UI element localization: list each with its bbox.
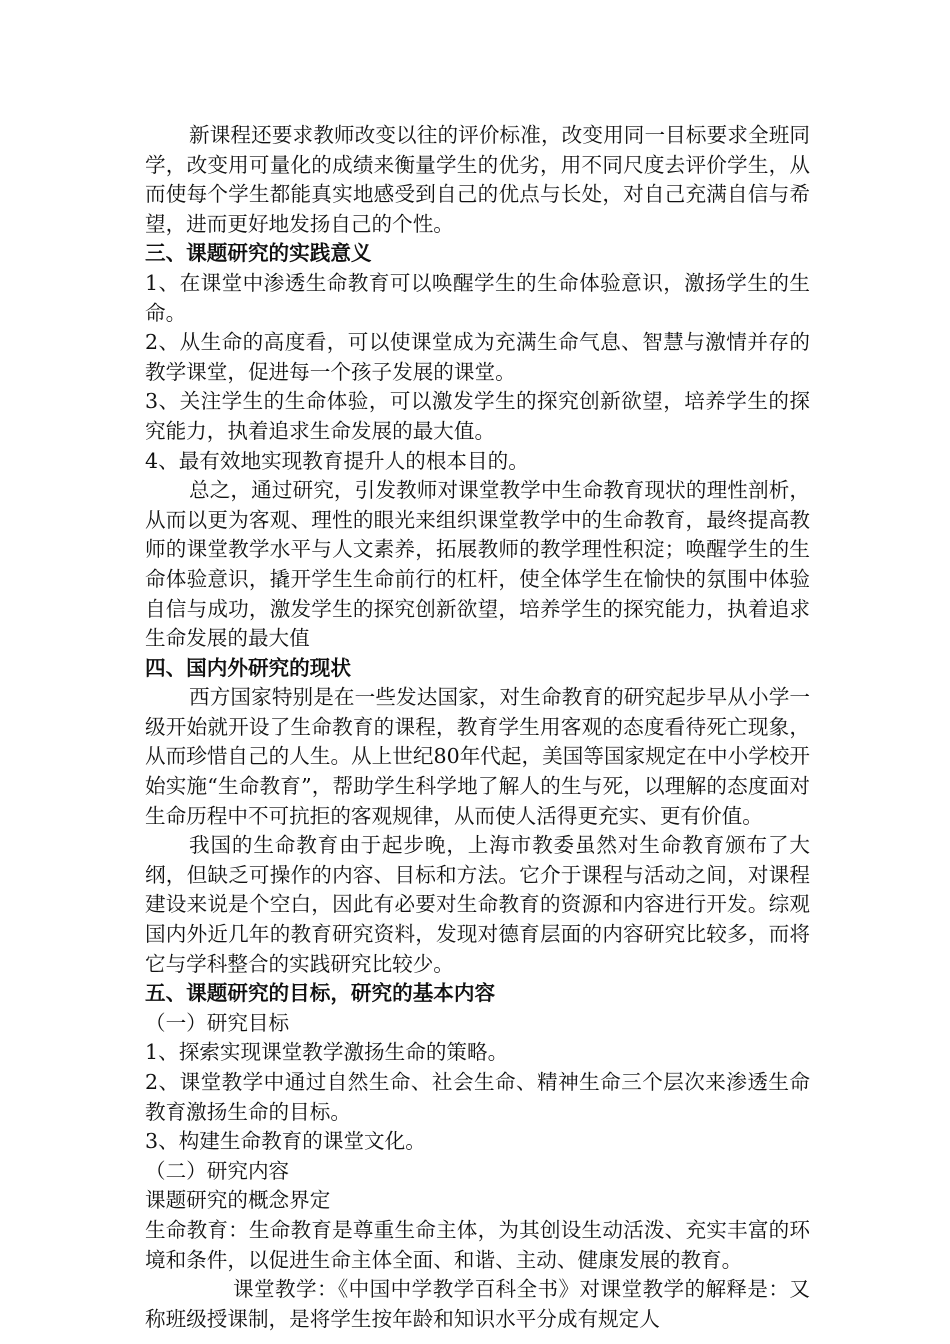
list-item-significance-2: 2、从生命的高度看，可以使课堂成为充满生命气息、智慧与激情并存的教学课堂，促进每一个孩子发展的课堂。 — [145, 330, 810, 384]
paragraph-summary: 总之，通过研究，引发教师对课堂教学中生命教育现状的理性剖析，从而以更为客观、理性的眼光来组织课堂教学中的生命教育，最终提高教师的课堂教学水平与人文素养，拓展教师的教学理性积淀；唤醒学生的生命体验意识，撬开学生生命前行的杠杆，使全体学生在愉快的氛围中体验自信与成功，激发学生的探究创新欲望，培养学生的探究能力，执着追求生命发展的最大值 — [145, 478, 810, 651]
list-item-goal-1: 1、探索实现课堂教学激扬生命的策略。 — [145, 1040, 509, 1065]
paragraph-western-research: 西方国家特别是在一些发达国家，对生命教育的研究起步早从小学一级开始就开设了生命教育的课程，教育学生用客观的态度看待死亡现象，从而珍惜自己的人生。从上世纪80年代起，美国等国家规定在中小学校开始实施“生命教育”，帮助学生科学地了解人的生与死，以理解的态度面对生命历程中不可抗拒的客观规律，从而使人活得更充实、更有价值。 — [145, 685, 810, 828]
section-heading-goals-content: 五、课题研究的目标，研究的基本内容 — [145, 981, 496, 1006]
section-heading-research-status: 四、国内外研究的现状 — [145, 655, 351, 680]
document-page — [145, 121, 810, 1334]
concept-definition-label: 课题研究的概念界定 — [145, 1188, 331, 1213]
definition-life-education: 生命教育：生命教育是尊重生命主体，为其创设生动活泼、充实丰富的环境和条件，以促进生命主体全面、和谐、主动、健康发展的教育。 — [145, 1217, 810, 1272]
list-item-goal-2: 2、课堂教学中通过自然生命、社会生命、精神生命三个层次来渗透生命教育激扬生命的目标。 — [145, 1070, 810, 1124]
list-item-goal-3: 3、构建生命教育的课堂文化。 — [145, 1129, 426, 1154]
list-item-significance-1: 1、在课堂中渗透生命教育可以唤醒学生的生命体验意识，激扬学生的生命。 — [145, 270, 810, 325]
subheading-research-goals: （一）研究目标 — [145, 1010, 290, 1035]
list-item-significance-4: 4、最有效地实现教育提升人的根本目的。 — [145, 448, 529, 473]
definition-classroom-teaching: 课堂教学：《中国中学教学百科全书》对课堂教学的解释是：又称班级授课制，是将学生按年龄和知识水平分成有规定人 — [145, 1277, 810, 1331]
paragraph-domestic-research: 我国的生命教育由于起步晚，上海市教委虽然对生命教育颁布了大纲，但缺乏可操作的内容、目标和方法。它介于课程与活动之间，对课程建设来说是个空白，因此有必要对生命教育的资源和内容进行开发。综观国内外近几年的教育研究资料，发现对德育层面的内容研究比较多，而将它与学科整合的实践研究比较少。 — [145, 833, 810, 976]
section-heading-practical-significance: 三、课题研究的实践意义 — [145, 241, 372, 266]
subheading-research-content: （二）研究内容 — [145, 1158, 290, 1183]
paragraph-evaluation-standards: 新课程还要求教师改变以往的评价标准，改变用同一目标要求全班同学，改变用可量化的成绩来衡量学生的优劣，用不同尺度去评价学生，从而使每个学生都能真实地感受到自己的优点与长处，对自己充满自信与希望，进而更好地发扬自己的个性。 — [145, 123, 810, 236]
list-item-significance-3: 3、关注学生的生命体验，可以激发学生的探究创新欲望，培养学生的探究能力，执着追求生命发展的最大值。 — [145, 389, 810, 443]
